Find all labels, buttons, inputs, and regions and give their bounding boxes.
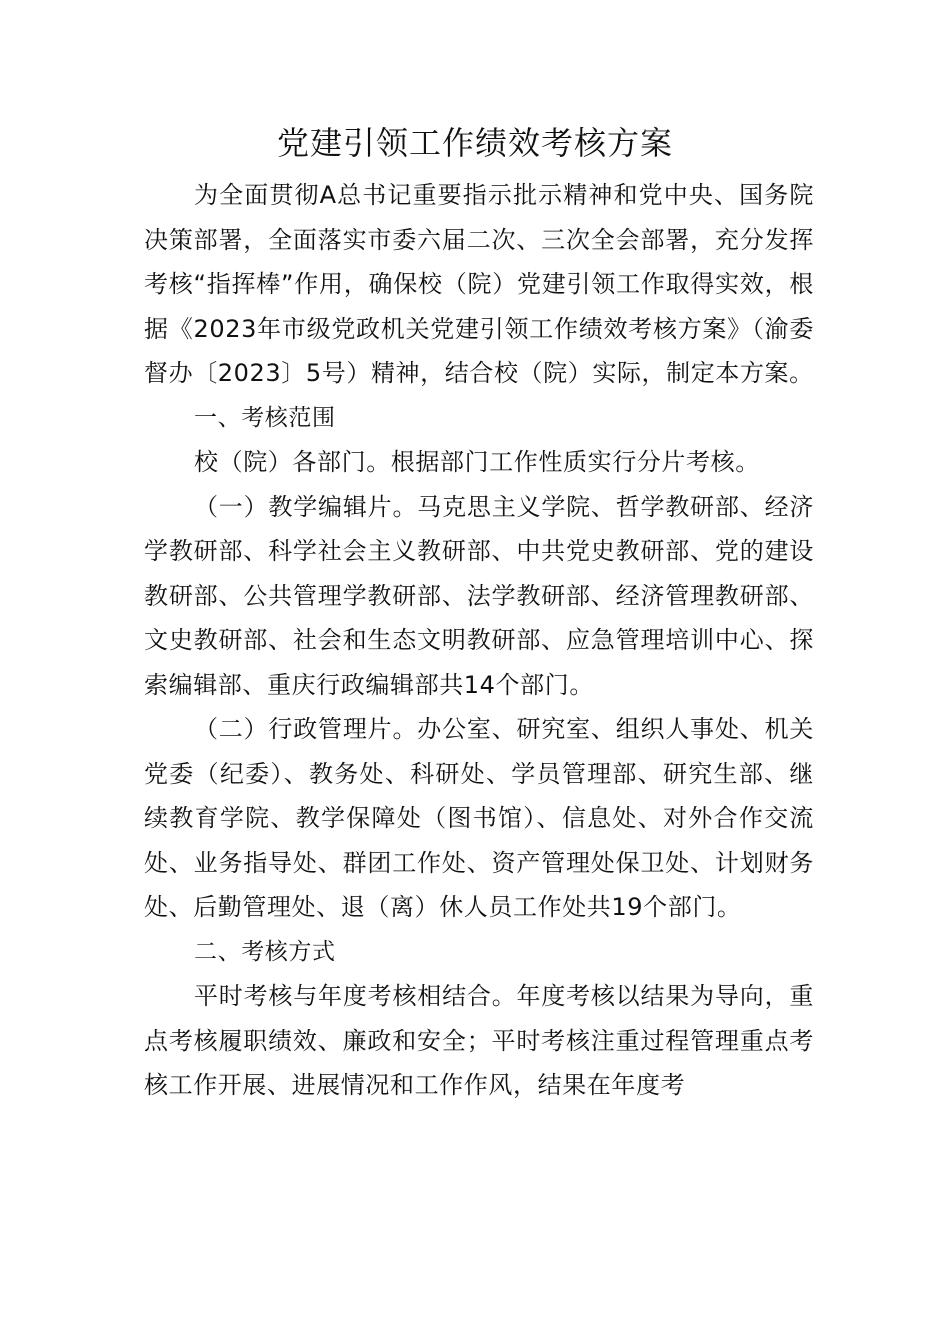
document-body: [144, 173, 814, 1108]
scope-paragraph: 校（院）各部门。根据部门工作性质实行分片考核。: [194, 448, 760, 476]
intro-paragraph: 为全面贯彻A总书记重要指示批示精神和党中央、国务院决策部署，全面落实市委六届二次、三次全会部署，充分发挥考核“指挥棒”作用，确保校（院）党建引领工作取得实效，根据《2023年市级党政机关党建引领工作绩效考核方案》（渝委督办〔2023〕5号）精神，结合校（院）实际，制定本方案。: [144, 181, 814, 387]
document-title: 党建引领工作绩效考核方案: [276, 124, 673, 162]
teaching-group-paragraph: （一）教学编辑片。马克思主义学院、哲学教研部、经济学教研部、科学社会主义教研部、中共党史教研部、党的建设教研部、公共管理学教研部、法学教研部、经济管理教研部、文史教研部、社会和生态文明教研部、应急管理培训中心、探索编辑部、重庆行政编辑部共14个部门。: [144, 492, 814, 699]
section-heading-method: 二、考核方式: [194, 938, 336, 965]
admin-group-paragraph: （二）行政管理片。办公室、研究室、组织人事处、机关党委（纪委）、教务处、科研处、学员管理部、研究生部、继续教育学院、教学保障处（图书馆）、信息处、对外合作交流处、业务指导处、群团工作处、资产管理处保卫处、计划财务处、后勤管理处、退（离）休人员工作处共19个部门。: [144, 715, 814, 921]
method-paragraph: 平时考核与年度考核相结合。年度考核以结果为导向，重点考核履职绩效、廉政和安全；平时考核注重过程管理重点考核工作开展、进展情况和工作作风，结果在年度考: [144, 982, 814, 1099]
section-heading-scope: 一、考核范围: [194, 404, 336, 431]
